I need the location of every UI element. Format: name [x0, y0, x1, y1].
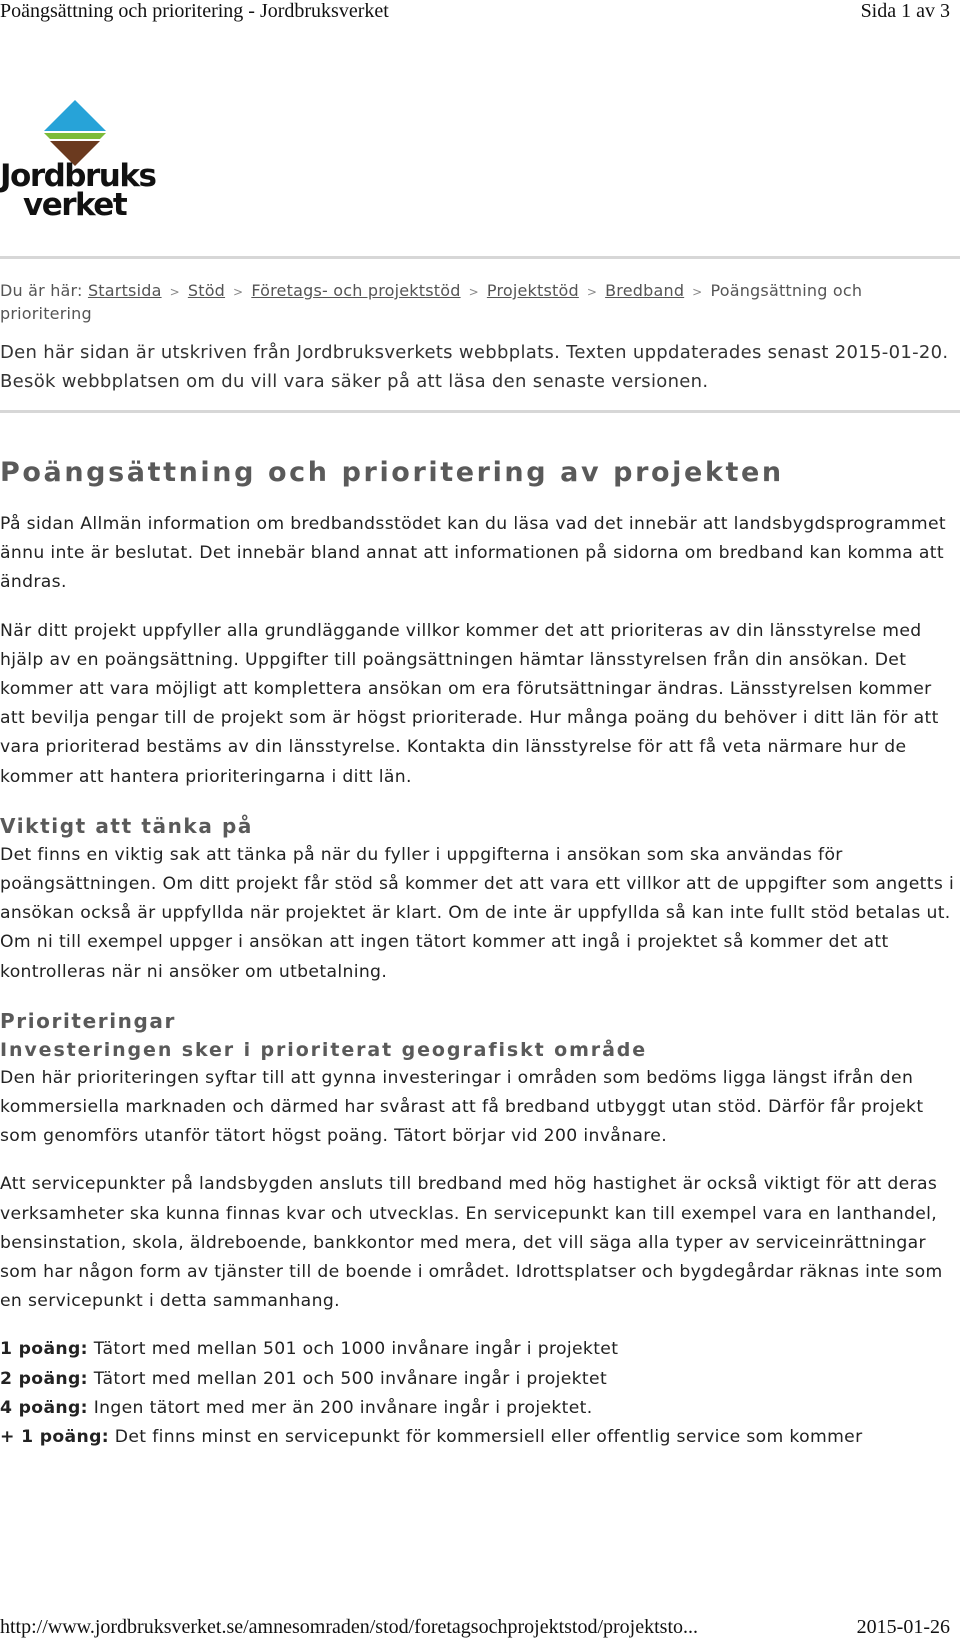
breadcrumb-link-projektstod[interactable]: Projektstöd: [486, 281, 579, 300]
intro-paragraph: På sidan Allmän information om bredbandsstödet kan du läsa vad det innebär att landsbygdsprogrammet ännu inte är beslutat. Det innebär bland annat att informationen på sidorna om bredband kan komma att ändras.: [0, 514, 947, 593]
geo-paragraph: Den här prioriteringen syftar till att gynna investeringar i områden som bedöms ligga längst ifrån den kommersiella marknaden och därmed har svårast att få bredband utbyggt utan stöd. Därför får projekt som genomförs utanför tätort högst poäng. Tätort börjar vid 200 invånare.: [0, 1067, 924, 1147]
print-header: [0, 0, 960, 24]
page-title: Poängsättning och prioritering av projekten: [0, 457, 784, 488]
points-item: [0, 1335, 960, 1364]
points-label: + 1 poäng:: [0, 1427, 109, 1448]
logo-text-line2: verket: [23, 187, 127, 223]
jordbruksverket-logo[interactable]: [0, 100, 156, 223]
print-notice: Den här sidan är utskriven från Jordbruksverkets webbplats. Texten uppdaterades senast 2015-01-20. Besök webbplatsen om du vill vara säker på att läsa den senaste versionen.: [0, 342, 949, 392]
breadcrumb-separator: >: [692, 285, 703, 299]
print-date: 2015-01-26: [856, 1616, 950, 1638]
breadcrumb-current: Poängsättning och prioritering: [0, 281, 863, 323]
print-page-number: Sida 1 av 3: [860, 0, 950, 22]
article: [0, 456, 960, 1452]
breadcrumb-separator: >: [586, 285, 598, 299]
points-text: Ingen tätort med mer än 200 invånare ingår i projektet.: [93, 1397, 593, 1418]
points-item: [0, 1365, 960, 1394]
print-footer: [0, 1616, 960, 1640]
breadcrumb: [0, 280, 950, 324]
points-label: 4 poäng:: [0, 1397, 88, 1418]
service-paragraph: Att servicepunkter på landsbygden ansluts till bredband med hög hastighet är också viktigt för att deras verksamheter ska kunna finnas kvar och utvecklas. En servicepunkt kan till exempel vara en lanthandel, bensinstation, skola, äldreboende, bankkontor med mera, det vill säga alla typer av serviceinrättningar som har någon form av tjänster till de boende i området. Idrottsplatser och bygdegårdar räknas inte som en servicepunkt i detta sammanhang.: [0, 1174, 943, 1312]
important-paragraph: Det finns en viktig sak att tänka på när du fyller i uppgifterna i ansökan som ska användas för poängsättningen. Om ditt projekt får stöd så kommer det att vara ett villkor att de uppgifter som angetts i ansökan också är uppfyllda när projektet är klart. Om de inte är uppfyllda så kan inte fullt stöd betalas ut. Om ni till exempel uppger i ansökan att ingen tätort kommer att ingå i projektet så kommer det att kontrolleras när ni ansöker om utbetalning.: [0, 844, 955, 982]
points-label: 2 poäng:: [0, 1368, 88, 1389]
print-page-title: Poängsättning och prioritering - Jordbruksverket: [0, 0, 389, 22]
points-text: Tätort med mellan 201 och 500 invånare ingår i projektet: [93, 1368, 608, 1389]
points-text: Tätort med mellan 501 och 1000 invånare ingår i projektet: [93, 1339, 619, 1360]
breadcrumb-link-startsida[interactable]: Startsida: [87, 281, 162, 300]
breadcrumb-prefix: Du är här:: [0, 281, 83, 300]
important-heading: Viktigt att tänka på: [0, 813, 253, 838]
points-label: 1 poäng:: [0, 1339, 88, 1360]
points-list: [0, 1335, 960, 1452]
print-url: http://www.jordbruksverket.se/amnesomraden/stod/foretagsochprojektstod/projektsto...: [0, 1616, 699, 1638]
priorities-heading: Prioriteringar: [0, 1008, 176, 1033]
divider: [0, 256, 960, 259]
breadcrumb-link-stod[interactable]: Stöd: [187, 281, 226, 300]
points-item: [0, 1423, 960, 1452]
breadcrumb-separator: >: [468, 285, 479, 299]
logo-text-line1: Jordbruks: [0, 158, 156, 194]
breadcrumb-separator: >: [169, 285, 180, 299]
breadcrumb-link-foretags-och-projektstod[interactable]: Företags- och projektstöd: [251, 281, 461, 300]
prioritization-paragraph: När ditt projekt uppfyller alla grundläggande villkor kommer det att prioriteras av din länsstyrelse med hjälp av en poängsättning. Uppgifter till poängsättningen hämtar länsstyrelsen från din ansökan. Det kommer att vara möjligt att komplettera ansökan om era förutsättningar ändras. Länsstyrelsen kommer att bevilja pengar till de projekt som är högst prioriterade. Hur många poäng du behöver i ditt län för att vara prioriterad bestäms av din länsstyrelse. Kontakta din länsstyrelse för att få veta närmare hur de kommer att hantera prioriteringarna i ditt län.: [0, 620, 939, 787]
geo-heading: Investeringen sker i prioriterat geografiskt område: [0, 1038, 648, 1061]
breadcrumb-separator: >: [233, 285, 244, 299]
divider: [0, 410, 960, 413]
breadcrumb-link-bredband[interactable]: Bredband: [605, 281, 685, 300]
points-text: Det finns minst en servicepunkt för kommersiell eller offentlig service som kommer: [114, 1427, 863, 1448]
points-item: [0, 1394, 960, 1423]
